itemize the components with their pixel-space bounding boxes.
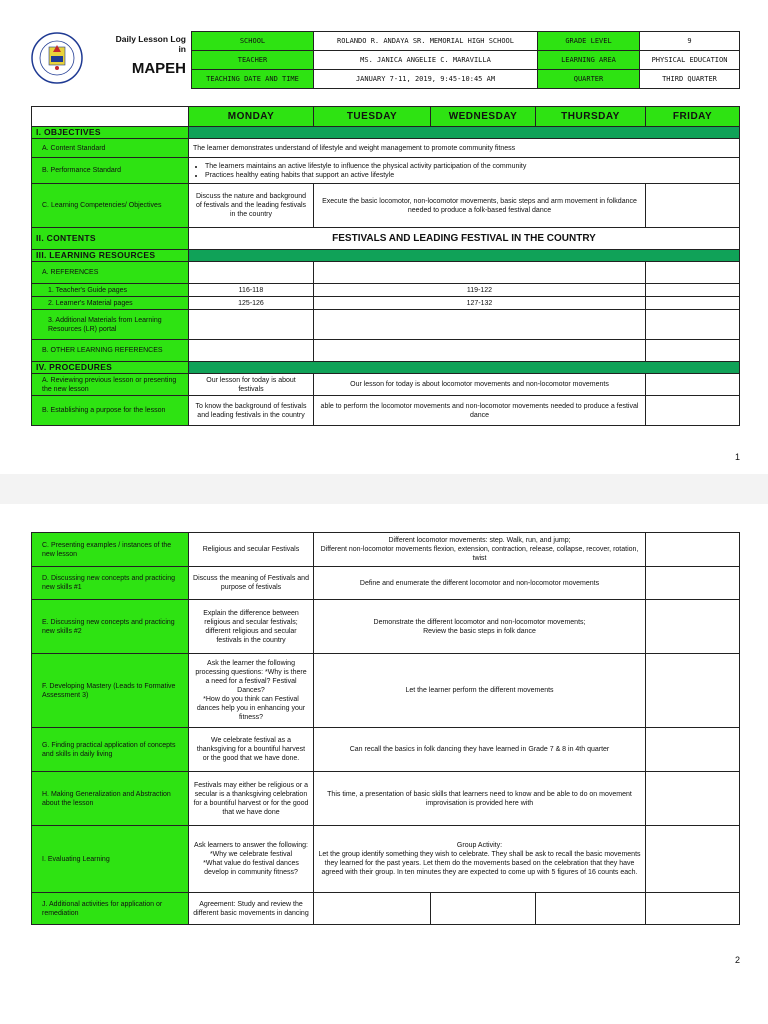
tg-label: 1. Teacher's Guide pages: [32, 284, 189, 297]
page-1: [0, 0, 768, 474]
proc-d-label: D. Discussing new concepts and practicing new skills #1: [32, 567, 189, 600]
purpose-rest: able to perform the locomotor movements and non-locomotor movements needed to produce a festival dance: [314, 396, 646, 426]
proc-i-rest: Group Activity: Let the group identify something they wish to celebrate. They shall be ask to recall the basic movements they learned for the past years. Let them do the movements based on the celebration that they have agreed with their group. In ten minutes they are expected to come up with 5 figures of 16 counts each.: [314, 826, 646, 893]
proc-c-rest: Different locomotor movements: step. Walk, run, and jump; Different non-locomotor movements flexion, extension, contraction, release, collapse, recover, rotation, twist: [314, 533, 646, 567]
day-friday: FRIDAY: [646, 107, 740, 127]
subject-title: MAPEH: [131, 60, 186, 77]
content-std: The learner demonstrates understand of lifestyle and weight management to promote community fitness: [189, 139, 740, 158]
area-label: LEARNING AREA: [538, 51, 640, 70]
day-thursday: THURSDAY: [536, 107, 646, 127]
proc-e-monday: Explain the difference between religious and secular festivals; different religious and secular festivals in the country: [189, 600, 314, 654]
perf-std-1: • The learners maintains an active lifestyle to influence the physical activity participation of the community: [205, 162, 735, 171]
page-number: 2: [734, 955, 740, 965]
teacher-value: MS. JANICA ANGELIE C. MARAVILLA: [314, 51, 538, 70]
contents-title: FESTIVALS AND LEADING FESTIVAL IN THE COUNTRY: [189, 228, 740, 250]
proc-h-label: H. Making Generalization and Abstraction about the lesson: [32, 772, 189, 826]
purpose-monday: To know the background of festivals and leading festivals in the country: [189, 396, 314, 426]
proc-g-label: G. Finding practical application of concepts and skills in daily living: [32, 728, 189, 772]
teacher-label: TEACHER: [192, 51, 314, 70]
date-value: JANUARY 7-11, 2019, 9:45-10:45 AM: [314, 70, 538, 89]
proc-e-label: E. Discussing new concepts and practicing new skills #2: [32, 600, 189, 654]
area-value: PHYSICAL EDUCATION: [640, 51, 740, 70]
lm-rest: 127-132: [314, 297, 646, 310]
perf-std-2: • Practices healthy eating habits that support an active lifestyle: [205, 171, 735, 180]
section-contents: II. CONTENTS: [32, 228, 189, 250]
tg-rest: 119-122: [314, 284, 646, 297]
proc-j-monday: Agreement: Study and review the different basic movements in dancing: [189, 893, 314, 925]
proc-d-rest: Define and enumerate the different locomotor and non-locomotor movements: [314, 567, 646, 600]
deped-seal-icon: [31, 32, 83, 84]
header-table: [191, 31, 740, 89]
proc-c-monday: Religious and secular Festivals: [189, 533, 314, 567]
date-label: TEACHING DATE AND TIME: [192, 70, 314, 89]
other-refs-label: B. OTHER LEARNING REFERENCES: [32, 340, 189, 362]
competencies-label: C. Learning Competencies/ Objectives: [32, 184, 189, 228]
page-number: 1: [734, 452, 740, 462]
proc-f-monday: Ask the learner the following processing questions: *Why is there a need for a festival? Festival Dances? *How do you think can Festival dances help you in enhancing your fitness?: [189, 654, 314, 728]
lm-monday: 125-126: [189, 297, 314, 310]
section-objectives: I. OBJECTIVES: [32, 127, 189, 139]
purpose-label: B. Establishing a purpose for the lesson: [32, 396, 189, 426]
proc-i-monday: Ask learners to answer the following: *Why we celebrate festival *What value do festival dances develop in community fitness?: [189, 826, 314, 893]
proc-e-rest: Demonstrate the different locomotor and non-locomotor movements; Review the basic steps in folk dance: [314, 600, 646, 654]
review-label: A. Reviewing previous lesson or presenting the new lesson: [32, 374, 189, 396]
section-procedures: IV. PROCEDURES: [32, 362, 189, 374]
proc-g-monday: We celebrate festival as a thanksgiving for a bountiful harvest or the good that we have done.: [189, 728, 314, 772]
tg-monday: 116-118: [189, 284, 314, 297]
competencies-monday: Discuss the nature and background of festivals and the leading festivals in the country: [189, 184, 314, 228]
school-label: SCHOOL: [192, 32, 314, 51]
competencies-rest: Execute the basic locomotor, non-locomotor movements, basic steps and arm movement in folkdance needed to produce a folk-based festival dance: [314, 184, 646, 228]
proc-h-rest: This time, a presentation of basic skills that learners need to know and be able to do on movement improvisation is provided here with: [314, 772, 646, 826]
proc-f-label: F. Developing Mastery (Leads to Formative Assessment 3): [32, 654, 189, 728]
grade-value: 9: [640, 32, 740, 51]
proc-g-rest: Can recall the basics in folk dancing they have learned in Grade 7 & 8 in 4th quarter: [314, 728, 646, 772]
grade-label: GRADE LEVEL: [538, 32, 640, 51]
lm-label: 2. Learner's Material pages: [32, 297, 189, 310]
references-label: A. REFERENCES: [32, 262, 189, 284]
proc-c-label: C. Presenting examples / instances of the new lesson: [32, 533, 189, 567]
additional-label: 3. Additional Materials from Learning Resources (LR) portal: [32, 310, 189, 340]
section-resources: III. LEARNING RESOURCES: [32, 250, 189, 262]
school-value: ROLANDO R. ANDAYA SR. MEMORIAL HIGH SCHOOL: [314, 32, 538, 51]
log-title: Daily Lesson Log in: [115, 34, 186, 54]
proc-i-label: I. Evaluating Learning: [32, 826, 189, 893]
quarter-label: QUARTER: [538, 70, 640, 89]
review-monday: Our lesson for today is about festivals: [189, 374, 314, 396]
page-2: [0, 504, 768, 1024]
review-rest: Our lesson for today is about locomotor movements and non-locomotor movements: [314, 374, 646, 396]
lesson-table: [31, 106, 740, 426]
proc-f-rest: Let the learner perform the different movements: [314, 654, 646, 728]
proc-h-monday: Festivals may either be religious or a secular is a thanksgiving celebration for a bountiful harvest or for the good that we have done: [189, 772, 314, 826]
content-std-label: A. Content Standard: [32, 139, 189, 158]
proc-j-label: J. Additional activities for application or remediation: [32, 893, 189, 925]
day-monday: MONDAY: [189, 107, 314, 127]
day-tuesday: TUESDAY: [314, 107, 431, 127]
procedures-table: [31, 532, 740, 925]
proc-d-monday: Discuss the meaning of Festivals and purpose of festivals: [189, 567, 314, 600]
perf-std-label: B. Performance Standard: [32, 158, 189, 184]
day-wednesday: WEDNESDAY: [431, 107, 536, 127]
quarter-value: THIRD QUARTER: [640, 70, 740, 89]
